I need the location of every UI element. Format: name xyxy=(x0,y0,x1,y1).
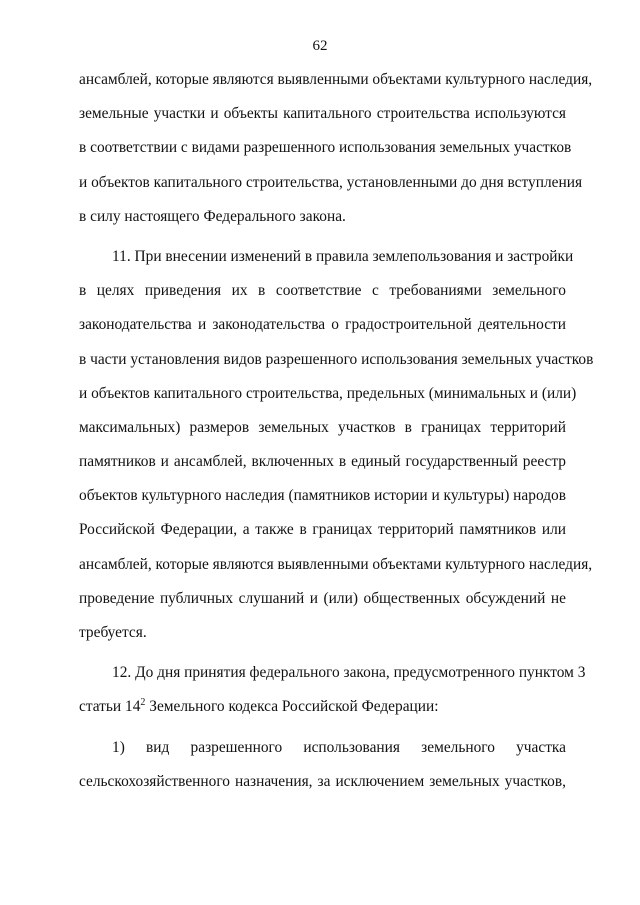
text-line: 11. При внесении изменений в правила землепользования и застройки xyxy=(112,247,574,265)
text-line: максимальных) размеров земельных участков в границах территорий xyxy=(79,418,566,436)
text-line: 1) вид разрешенного использования земельного участка xyxy=(112,738,566,756)
text-fragment: Земельного кодекса Российской Федерации: xyxy=(145,698,439,716)
text-line: проведение публичных слушаний и (или) общественных обсуждений не xyxy=(79,589,566,607)
text-line: сельскохозяйственного назначения, за исключением земельных участков, xyxy=(79,772,566,790)
paragraph-12 xyxy=(79,656,586,724)
text-line: и объектов капитального строительства, предельных (минимальных и (или) xyxy=(79,384,577,402)
text-line: в части установления видов разрешенного использования земельных участков xyxy=(79,350,594,368)
text-line: Российской Федерации, а также в границах территорий памятников или xyxy=(79,521,566,539)
text-line: в силу настоящего Федерального закона. xyxy=(79,207,346,225)
text-line: ансамблей, которые являются выявленными объектами культурного наследия, xyxy=(79,555,593,573)
text-line: в соответствии с видами разрешенного использования земельных участков xyxy=(79,139,572,157)
text-line: 12. До дня принятия федерального закона, предусмотренного пунктом 3 xyxy=(112,664,586,682)
text-line: в целях приведения их в соответствие с требованиями земельного xyxy=(79,282,566,300)
paragraph-continuation xyxy=(79,63,593,234)
text-line-with-superscript xyxy=(79,690,566,724)
document-body xyxy=(79,63,594,799)
text-line: памятников и ансамблей, включенных в единый государственный реестр xyxy=(79,453,566,471)
list-item-1 xyxy=(79,731,566,799)
text-line: земельные участки и объекты капитального строительства используются xyxy=(79,105,566,123)
superscript: 2 xyxy=(140,697,146,709)
text-line: законодательства и законодательства о градостроительной деятельности xyxy=(79,316,566,334)
text-line: объектов культурного наследия (памятников истории и культуры) народов xyxy=(79,487,566,505)
text-line: и объектов капитального строительства, установленными до дня вступления xyxy=(79,173,583,191)
text-line: ансамблей, которые являются выявленными объектами культурного наследия, xyxy=(79,71,593,88)
paragraph-11 xyxy=(79,240,594,650)
text-line: требуется. xyxy=(79,624,147,641)
text-fragment: статьи 14 xyxy=(79,698,141,716)
page-number: 62 xyxy=(312,38,328,54)
